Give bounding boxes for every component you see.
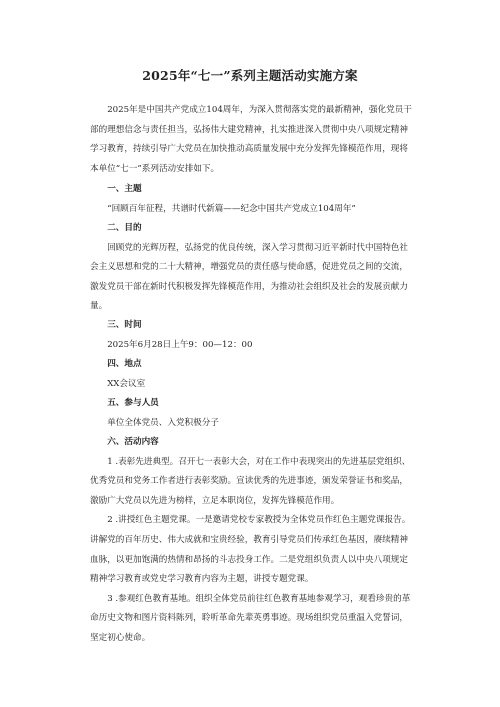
section-text-theme: “回顾百年征程，共谱时代新篇——纪念中国共产党成立104周年” bbox=[107, 203, 356, 214]
section-location bbox=[90, 355, 412, 394]
section-purpose bbox=[90, 219, 412, 317]
activity-item-2: 2 .讲授红色主题党课。一是邀请党校专家教授为全体党员作红色主题党课报告。讲解党的百年历史、伟大成就和宝贵经验，教育引导党员们传承红色基因，赓续精神血脉，以更加饱满的热情和昂扬的斗志投身工作。二是党组织负责人以中央八项规定精神学习教育或党史学习教育内容为主题，讲授专题党课。 bbox=[90, 515, 411, 585]
activity-item-3: 3 .参观红色教育基地。组织全体党员前往红色教育基地参观学习，观看珍贵的革命历史文物和图片资料陈列，聆听革命先辈英勇事迹。现场组织党员重温入党誓词，坚定初心使命。 bbox=[90, 593, 411, 643]
section-text-location: XX会议室 bbox=[107, 378, 146, 389]
document-title: 2025年“七一”系列主题活动实施方案 bbox=[142, 68, 358, 83]
section-time bbox=[90, 316, 412, 355]
section-heading-activities: 六、活动内容 bbox=[107, 437, 159, 447]
section-participants bbox=[90, 394, 412, 433]
activity-item-1: 1 .表彰先进典型。召开七一表彰大会，对在工作中表现突出的先进基层党组织、优秀党员和党务工作者进行表彰奖励。宣读优秀的先进事迹，颁发荣誉证书和奖品，激励广大党员以先进为榜样，立足本职岗位，发挥先锋模范作用。 bbox=[90, 456, 411, 506]
section-heading-participants: 五、参与人员 bbox=[107, 398, 159, 408]
intro-text: 2025年是中国共产党成立104周年，为深入贯彻落实党的最新精神，强化党员干部的理想信念与责任担当，弘扬伟大建党精神，扎实推进深入贯彻中央八项规定精神学习教育，持续引导广大党员在加快推动高质量发展中充分发挥先锋模范作用，现将本单位“七一”系列活动安排如下。 bbox=[90, 105, 412, 174]
section-heading-location: 四、地点 bbox=[107, 359, 142, 369]
section-heading-theme: 一、主题 bbox=[107, 184, 142, 194]
section-theme bbox=[90, 180, 412, 219]
section-text-participants: 单位全体党员、入党积极分子 bbox=[107, 417, 219, 428]
section-text-time: 2025年6月28日上午9：00—12：00 bbox=[107, 339, 253, 350]
section-heading-purpose: 二、目的 bbox=[107, 223, 142, 233]
intro-paragraph bbox=[90, 101, 412, 179]
section-activities bbox=[90, 433, 412, 649]
section-heading-time: 三、时间 bbox=[107, 320, 142, 330]
section-text-purpose: 回顾党的光辉历程，弘扬党的优良传统，深入学习贯彻习近平新时代中国特色社会主义思想和党的二十大精神，增强党员的责任感与使命感，促进党员之间的交流，激发党员干部在新时代积极发挥先锋模范作用，为推动社会组织及社会的发展贡献力量。 bbox=[90, 242, 408, 312]
